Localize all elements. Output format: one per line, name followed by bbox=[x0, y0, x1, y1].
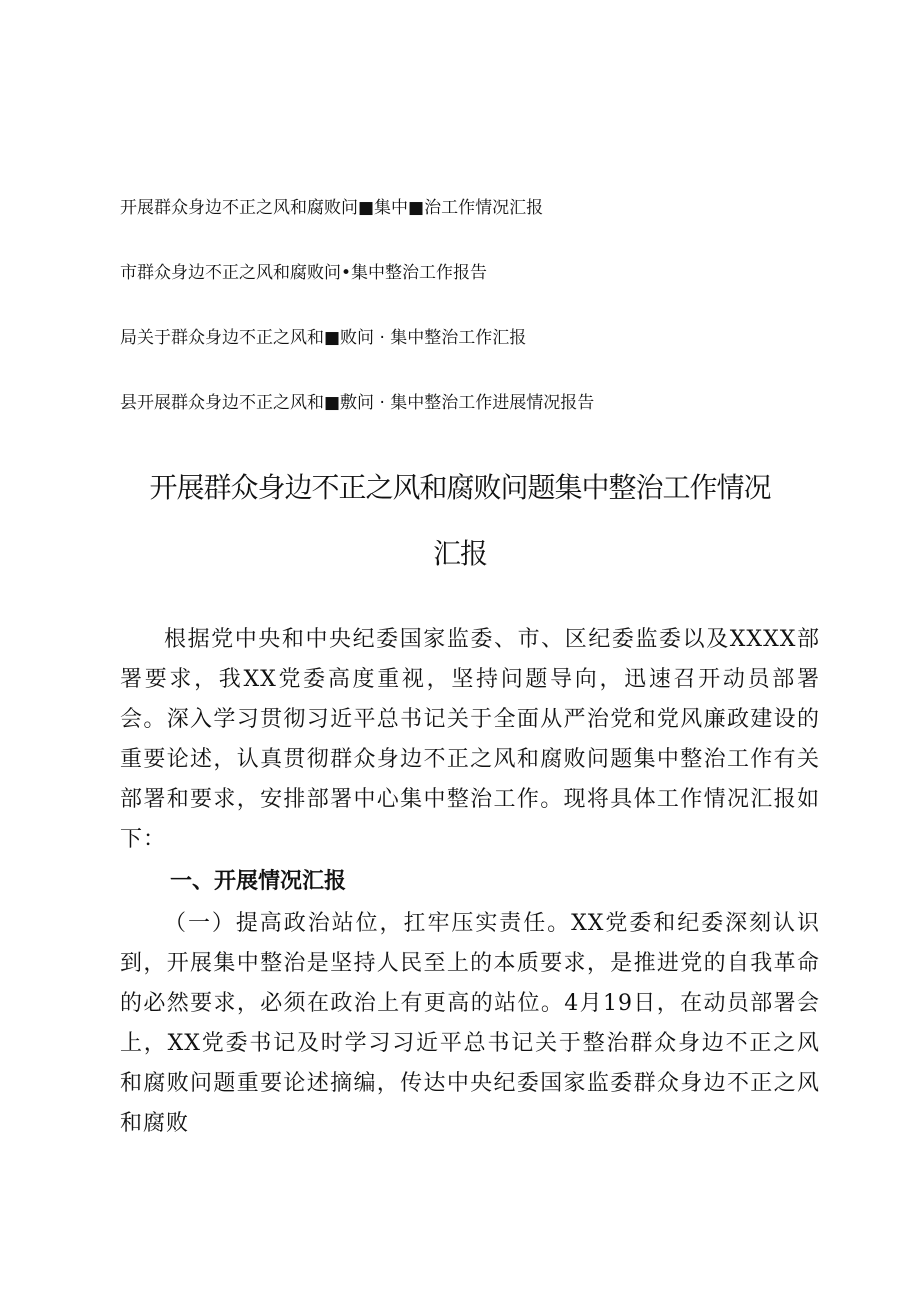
section-paragraph: （一）提高政治站位，扛牢压实责任。XX党委和纪委深刻认识到，开展集中整治是坚持人民至上的本质要求，是推进党的自我革命的必然要求，必须在政治上有更高的站位。4月19日，在动员部署会上，XX党委书记及时学习习近平总书记关于整治群众身边不正之风和腐败问题重要论述摘编，传达中央纪委国家监委群众身边不正之风和腐败 bbox=[120, 911, 820, 1136]
document-body bbox=[120, 620, 820, 1144]
document-title: 开展群众身边不正之风和腐败问题集中整治工作情况汇报 bbox=[149, 471, 771, 570]
related-titles-list bbox=[120, 193, 800, 453]
related-title-item[interactable]: 县开展群众身边不正之风和■敷问 · 集中整治工作进展情况报告 bbox=[120, 393, 595, 413]
section-heading: 一、开展情况汇报 bbox=[170, 869, 347, 894]
related-title-item[interactable]: 市群众身边不正之风和腐败问•集中整治工作报告 bbox=[120, 263, 488, 283]
intro-paragraph: 根据党中央和中央纪委国家监委、市、区纪委监委以及XXXX部署要求，我XX党委高度重视，坚持问题导向，迅速召开动员部署会。深入学习贯彻习近平总书记关于全面从严治党和党风廉政建设的重要论述，认真贯彻群众身边不正之风和腐败问题集中整治工作有关部署和要求，安排部署中心集中整治工作。现将具体工作情况汇报如下： bbox=[120, 627, 820, 852]
related-title-item[interactable]: 局关于群众身边不正之风和■败问 · 集中整治工作汇报 bbox=[120, 328, 527, 348]
related-title-item[interactable]: 开展群众身边不正之风和腐败问■集中■治工作情况汇报 bbox=[120, 198, 544, 218]
